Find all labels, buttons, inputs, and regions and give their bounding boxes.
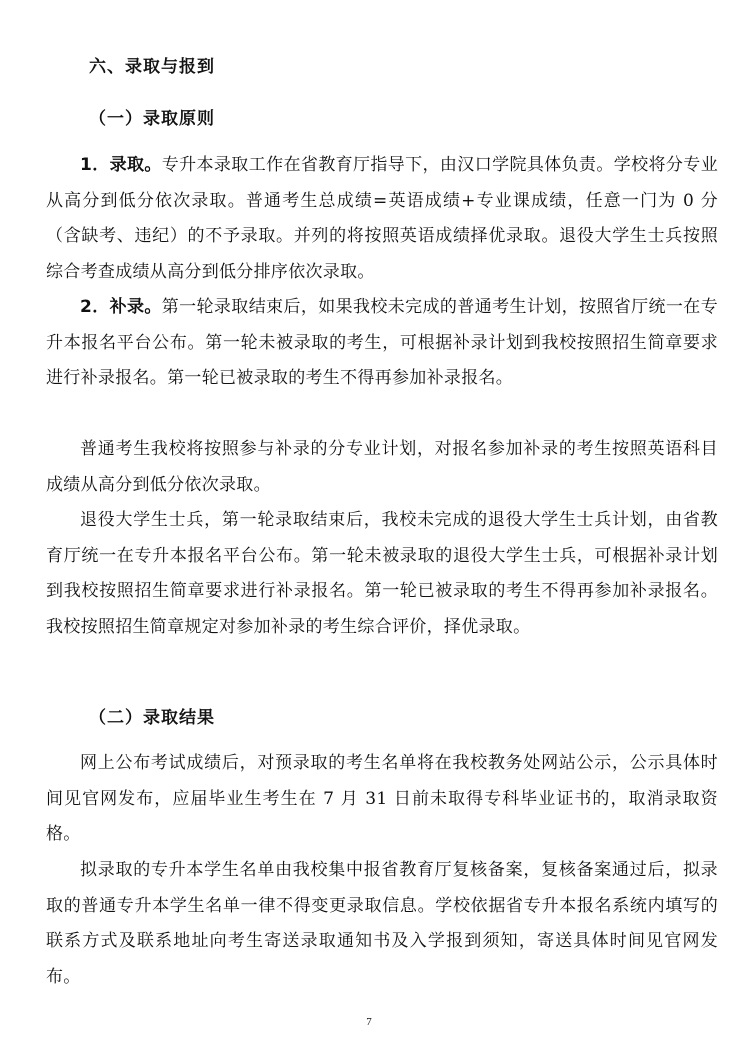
paragraph-supplementary-admission: [46, 290, 718, 397]
paragraph-admission: [46, 148, 718, 290]
paragraph-text: 第一轮录取结束后，如果我校未完成的普通考生计划，按照省厅统一在专升本报名平台公布。第一轮未被录取的考生，可根据补录计划到我校按照招生简章要求进行补录报名。第一轮已被录取的考生不得再参加补录报名。: [46, 297, 718, 388]
subsection-title-admission-results: （二）录取结果: [89, 708, 215, 728]
paragraph-regular-candidates: 普通考生我校将按照参与补录的分专业计划，对报名参加补录的考生按照英语科目成绩从高分到低分依次录取。: [46, 439, 718, 495]
paragraph-text: 专升本录取工作在省教育厅指导下，由汉口学院具体负责。学校将分专业从高分到低分依次录取。普通考生总成绩=英语成绩+专业课成绩，任意一门为 0 分（含缺考、违纪）的不予录取。并列的将按照英语成绩择优录取。退役大学生士兵按照综合考查成绩从高分到低分排序依次录取。: [46, 155, 718, 282]
subsection-title-admission-principles: （一）录取原则: [89, 109, 215, 129]
paragraph-lead: 1．录取。: [80, 155, 162, 175]
paragraph-results-filing: 拟录取的专升本学生名单由我校集中报省教育厅复核备案，复核备案通过后，拟录取的普通专升本学生名单一律不得变更录取信息。学校依据省专升本报名系统内填写的联系方式及联系地址向考生寄送录取通知书及入学报到须知，寄送具体时间见官网发布。: [46, 860, 718, 987]
paragraph-results-publication: 网上公布考试成绩后，对预录取的考生名单将在我校教务处网站公示，公示具体时间见官网发布，应届毕业生考生在 7 月 31 日前未取得专科毕业证书的，取消录取资格。: [46, 753, 718, 844]
section-title: 六、录取与报到: [89, 57, 215, 77]
paragraph-veteran-candidates: 退役大学生士兵，第一轮录取结束后，我校未完成的退役大学生士兵计划，由省教育厅统一在专升本报名平台公布。第一轮未被录取的退役大学生士兵，可根据补录计划到我校按照招生简章要求进行补录报名。第一轮已被录取的考生不得再参加补录报名。我校按照招生简章规定对参加补录的考生综合评价，择优录取。: [46, 510, 718, 637]
paragraph-lead: 2．补录。: [80, 297, 162, 317]
page-number: 7: [366, 1016, 372, 1028]
